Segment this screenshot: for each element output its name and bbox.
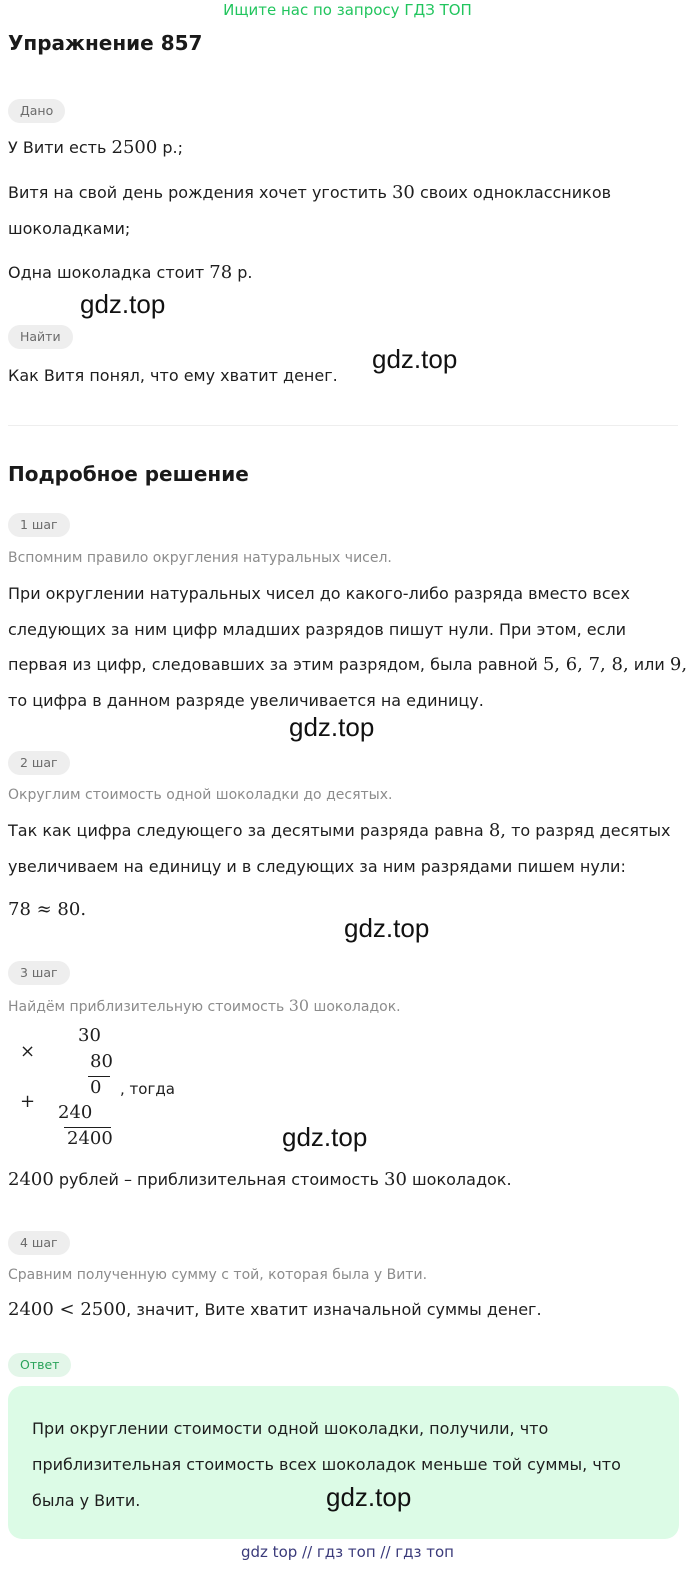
find-text: Как Витя понял, что ему хватит денег. xyxy=(8,366,338,385)
watermark: gdz.top xyxy=(282,1122,368,1152)
given-line-2-text: Витя на свой день рождения хочет угостить xyxy=(8,183,392,202)
step-2-hint: Округлим стоимость одной шоколадки до десятых. xyxy=(8,787,393,803)
partial-1: 0 xyxy=(90,1077,102,1098)
given-badge: Дано xyxy=(8,99,65,123)
step-2-line-1-end: то разряд десятых xyxy=(506,821,671,840)
answer-line-3: была у Вити. xyxy=(32,1491,141,1510)
step-1-badge: 1 шаг xyxy=(8,513,70,537)
step-1-digit-9: 9, xyxy=(669,654,688,675)
step-1-line-3-text: первая из цифр, следовавших за этим разрядом, была равной xyxy=(8,655,543,674)
search-banner: Ищите нас по запросу ГДЗ ТОП xyxy=(223,1,472,19)
watermark: gdz.top xyxy=(80,289,166,319)
given-line-1-unit: р.; xyxy=(157,138,184,157)
watermark: gdz.top xyxy=(289,712,375,742)
step-2-line-1-text: Так как цифра следующего за десятыми разряда равна xyxy=(8,821,489,840)
given-line-1 xyxy=(8,130,183,166)
step-3-count: 30 xyxy=(384,1169,407,1190)
step-3-sum: 2400 xyxy=(8,1169,54,1190)
find-badge: Найти xyxy=(8,325,73,349)
given-money-value: 2500 xyxy=(111,137,158,158)
step-3-hint-text: Найдём приблизительную стоимость xyxy=(8,999,289,1015)
step-4-line xyxy=(8,1292,542,1328)
step-4-badge: 4 шаг xyxy=(8,1231,70,1255)
factor-2: 80 xyxy=(90,1051,113,1072)
step-3-hint-end: шоколадок. xyxy=(309,999,401,1015)
step-2-digit: 8, xyxy=(488,820,506,841)
step-3-conclusion-text: рублей – приблизительная стоимость xyxy=(53,1170,385,1189)
given-line-3: шоколадками; xyxy=(8,219,131,238)
given-line-4-text: Одна шоколадка стоит xyxy=(8,263,210,282)
step-4-formula: 2400 < 2500 xyxy=(8,1299,127,1320)
footer-links[interactable]: gdz top // гдз топ // гдз топ xyxy=(241,1543,454,1561)
solution-title: Подробное решение xyxy=(8,462,249,486)
product: 2400 xyxy=(67,1128,113,1149)
step-1-line-1: При округлении натуральных чисел до какого-либо разряда вместо всех xyxy=(8,584,630,603)
step-1-or: или xyxy=(628,655,670,674)
step-1-digits: 5, 6, 7, 8, xyxy=(542,654,629,675)
step-2-badge: 2 шаг xyxy=(8,751,70,775)
answer-badge: Ответ xyxy=(8,1353,71,1377)
plus-sign: + xyxy=(20,1091,36,1112)
given-line-2-end: своих одноклассников xyxy=(414,183,612,202)
step-3-badge: 3 шаг xyxy=(8,961,70,985)
given-line-1-text: У Вити есть xyxy=(8,138,112,157)
step-3-conclusion-end: шоколадок. xyxy=(406,1170,512,1189)
step-4-text: , значит, Вите хватит изначальной суммы денег. xyxy=(126,1300,542,1319)
watermark: gdz.top xyxy=(372,344,458,374)
given-line-2 xyxy=(8,175,611,211)
given-line-4 xyxy=(8,255,252,291)
times-sign: × xyxy=(20,1041,36,1062)
step-1-hint: Вспомним правило округления натуральных чисел. xyxy=(8,550,392,566)
step-1-line-2: следующих за ним цифр младших разрядов пишут нули. При этом, если xyxy=(8,620,627,639)
answer-box xyxy=(8,1386,679,1539)
given-classmates-value: 30 xyxy=(391,182,415,203)
watermark: gdz.top xyxy=(326,1482,412,1512)
step-3-conclusion xyxy=(8,1162,512,1198)
step-2-formula: 78 ≈ 80. xyxy=(8,899,87,920)
partial-2: 240 xyxy=(58,1102,93,1123)
given-line-4-unit: р. xyxy=(232,263,253,282)
answer-line-1: При округлении стоимости одной шоколадки, получили, что xyxy=(32,1419,549,1438)
factor-1: 30 xyxy=(78,1025,101,1046)
watermark: gdz.top xyxy=(344,913,430,943)
section-divider xyxy=(8,425,678,426)
calc-then: , тогда xyxy=(120,1080,175,1098)
exercise-title: Упражнение 857 xyxy=(8,31,203,55)
step-2-line-1 xyxy=(8,813,670,849)
step-4-hint: Сравним полученную сумму с той, которая была у Вити. xyxy=(8,1267,428,1283)
answer-line-2: приблизительная стоимость всех шоколадок меньше той суммы, что xyxy=(32,1455,621,1474)
step-2-line-2: увеличиваем на единицу и в следующих за ним разрядами пишем нули: xyxy=(8,857,626,876)
step-3-hint xyxy=(8,996,401,1015)
step-1-line-4: то цифра в данном разряде увеличивается на единицу. xyxy=(8,691,484,710)
step-3-hint-number: 30 xyxy=(288,996,310,1015)
step-1-line-3 xyxy=(8,647,687,683)
given-price-value: 78 xyxy=(209,262,233,283)
